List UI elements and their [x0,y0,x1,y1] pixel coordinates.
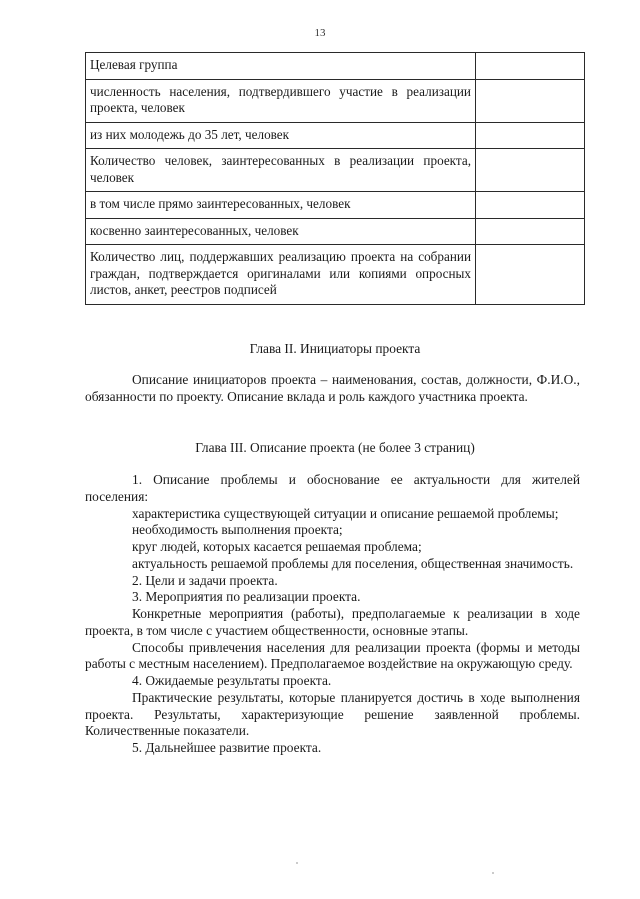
table-row [86,149,585,192]
table-cell-value [476,79,585,122]
table-cell-value [476,149,585,192]
chapter2-description: Описание инициаторов проекта – наименования, состав, должности, Ф.И.О., обязанности по проекту. Описание вклада и роль каждого участника проекта. [85,372,580,404]
table-cell-label: Количество лиц, поддержавших реализацию проекта на собрании граждан, подтверждается оригиналами или копиями опросных листов, анкет, реестров подписей [86,245,476,305]
table-cell-label: из них молодежь до 35 лет, человек [86,122,476,149]
table-cell-label: численность населения, подтвердившего участие в реализации проекта, человек [86,79,476,122]
table-row [86,245,585,305]
table-cell-value [476,245,585,305]
chapter3-heading: Глава III. Описание проекта (не более 3 страниц) [195,440,475,455]
table-cell-label: косвенно заинтересованных, человек [86,218,476,245]
paragraph: 2. Цели и задачи проекта. [132,572,278,588]
paragraph: необходимость выполнения проекта; [132,522,343,538]
paragraph: 4. Ожидаемые результаты проекта. [132,673,332,688]
table-cell-label: Количество человек, заинтересованных в реализации проекта, человек [86,149,476,192]
table-row [86,218,585,245]
table-row [86,53,585,80]
paragraph: 5. Дальнейшее развитие проекта. [132,740,322,755]
table-cell-value [476,53,585,80]
paragraph: круг людей, которых касается решаемая проблема; [132,539,422,554]
scan-speck [296,862,298,864]
paragraph: актуальность решаемой проблемы для поселения, общественная значимость. [132,555,574,571]
scan-speck [492,872,494,874]
table-row [86,79,585,122]
table-row [86,192,585,219]
page-number: 13 [314,27,326,39]
paragraph: 1. Описание проблемы и обоснование ее актуальности для жителей поселения: [85,472,580,504]
table-cell-label: Целевая группа [86,53,476,80]
table-cell-value [476,218,585,245]
table-row [86,122,585,149]
target-group-table [85,52,585,305]
chapter2-heading: Глава II. Инициаторы проекта [249,341,421,356]
table-cell-value [476,192,585,219]
table-cell-value [476,122,585,149]
paragraph: Практические результаты, которые планируется достичь в ходе выполнения проекта. Результаты, характеризующие решение заявленной проблемы. Количественные показатели. [85,689,580,739]
paragraph: Конкретные мероприятия (работы), предполагаемые к реализации в ходе проекта, в том числе с участием общественности, основные этапы. [85,606,580,638]
table-cell-label: в том числе прямо заинтересованных, человек [86,192,476,219]
paragraph: характеристика существующей ситуации и описание решаемой проблемы; [132,505,559,521]
paragraph: 3. Мероприятия по реализации проекта. [132,589,361,605]
paragraph: Способы привлечения населения для реализации проекта (формы и методы работы с местным населением). Предполагаемое воздействие на окружающую среду. [85,639,580,672]
chapter3-body [85,472,580,757]
